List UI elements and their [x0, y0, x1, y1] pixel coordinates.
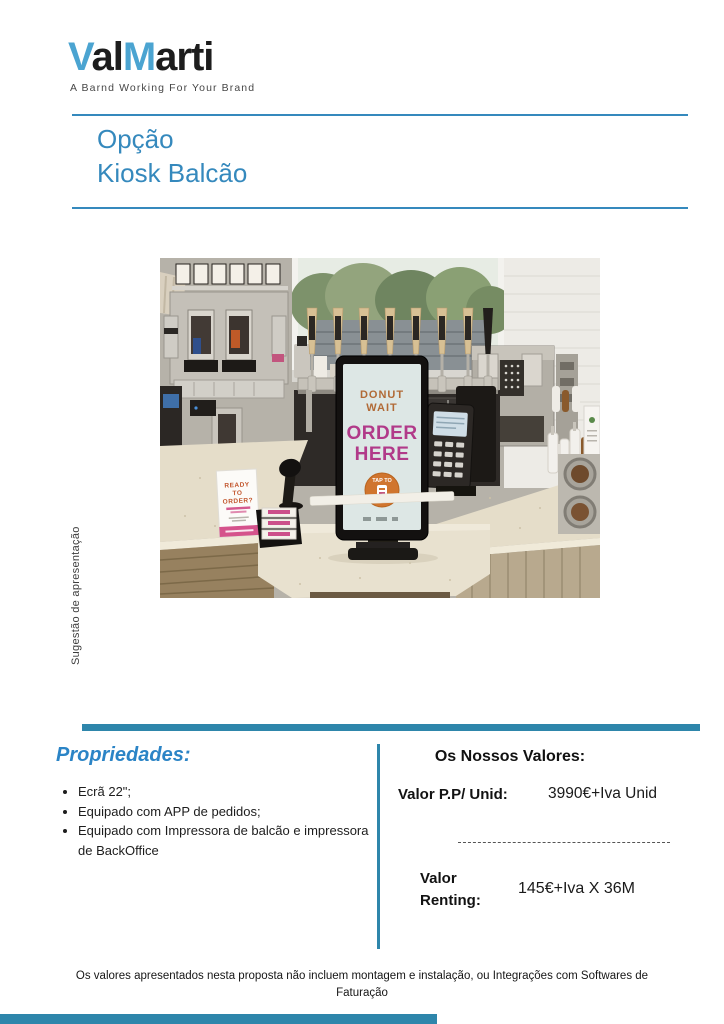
price-renting-value: 145€+Iva X 36M — [518, 880, 635, 897]
list-item: • Ecrã 22"; — [78, 782, 378, 802]
dashed-separator — [458, 842, 670, 843]
footer-note: Os valores apresentados nesta proposta não incluem montagem e instalação, ou Integrações com Softwares de Faturação — [75, 970, 649, 999]
price-unit-label: Valor P.P/ Unid: — [398, 786, 508, 803]
top-rule — [72, 114, 688, 116]
screen-line-donut: DONUT — [359, 389, 405, 401]
section-top-bar — [82, 724, 700, 731]
menu-cards — [172, 264, 288, 290]
card-holder — [256, 506, 302, 548]
list-item: • Equipado com APP de pedidos; — [78, 802, 378, 822]
page-title-line2: Kiosk Balcão — [97, 158, 248, 188]
pricing-section — [380, 744, 700, 954]
sign-line2: TO — [232, 489, 243, 498]
kiosk-screen — [343, 364, 421, 530]
logo-letter: al — [91, 35, 123, 79]
bottom-accent-bar — [0, 1014, 437, 1024]
screen-footer-icons — [363, 517, 398, 521]
properties-list — [60, 782, 378, 860]
logo-tagline: A Barnd Working For Your Brand — [70, 82, 256, 94]
screen-badge-label: TAP TO — [372, 478, 392, 484]
kiosk-photo-illustration — [160, 258, 600, 598]
logo-letter: M — [122, 35, 156, 79]
mid-rule — [72, 207, 688, 209]
ready-sign — [216, 469, 259, 537]
screen-line-wait: WAIT — [366, 402, 398, 414]
sign-line1: READY — [224, 481, 250, 490]
price-renting-label: Valor Renting: — [420, 870, 481, 909]
page-title — [97, 122, 247, 190]
screen-line-here: HERE — [354, 444, 410, 465]
logo-letter: V — [68, 35, 92, 79]
list-item: • Equipado com Impressora de balcão e impressora de BackOffice — [78, 821, 378, 860]
logo-letter: arti — [155, 35, 214, 79]
page-title-line1: Opção — [97, 124, 174, 154]
under-counter-right — [558, 454, 600, 534]
valmarti-logo — [68, 36, 213, 78]
price-unit-value: 3990€+Iva Unid — [548, 785, 658, 802]
pricing-title: Os Nossos Valores: — [434, 748, 586, 765]
kiosk-photo — [160, 258, 600, 598]
properties-title: Propriedades: — [56, 744, 191, 766]
side-caption: Sugestão de apresentação — [70, 526, 82, 665]
screen-line-order: ORDER — [346, 423, 418, 444]
sign-line3: ORDER? — [222, 497, 254, 506]
